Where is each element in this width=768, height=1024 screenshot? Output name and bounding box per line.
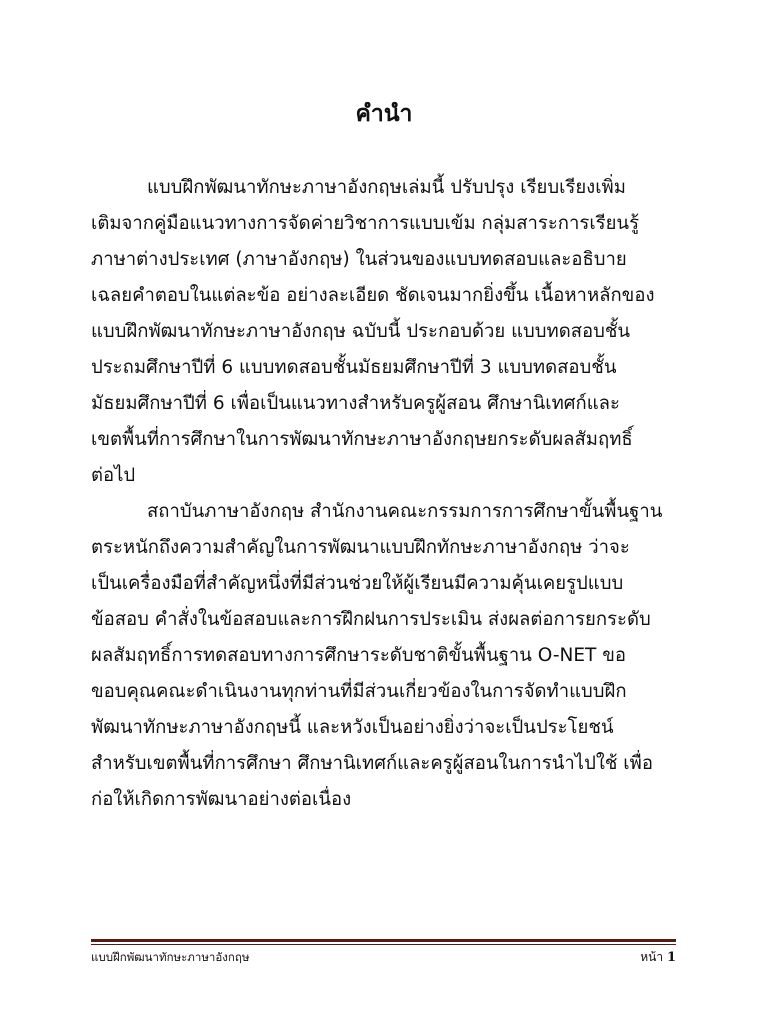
footer-book-title: แบบฝึกพัฒนาทักษะภาษาอังกฤษ [91,950,250,964]
page-title: คำนำ [355,101,413,127]
paragraph-line: ประถมศึกษาปีที่ 6 แบบทดสอบชั้นมัธยมศึกษาปีที่ 3 แบบทดสอบชั้น [91,357,617,378]
footer-divider-thick [91,939,676,942]
paragraph-line: ขอบคุณคณะดำเนินงานทุกท่านที่มีส่วนเกี่ยวข้องในการจัดทำแบบฝึก [91,681,627,702]
paragraph-line: แบบฝึกพัฒนาทักษะภาษาอังกฤษ ฉบับนี้ ประกอบด้วย แบบทดสอบชั้น [91,321,631,342]
paragraph-line: เติมจากคู่มือแนวทางการจัดค่ายวิชาการแบบเข้ม กลุ่มสาระการเรียนรู้ [91,213,640,234]
paragraph-line: ตระหนักถึงความสำคัญในการพัฒนาแบบฝึกทักษะภาษาอังกฤษ ว่าจะ [91,537,630,558]
paragraph-line: ผลสัมฤทธิ์การทดสอบทางการศึกษาระดับชาติขั้นพื้นฐาน O-NET ขอ [91,645,626,666]
paragraph-line: เขตพื้นที่การศึกษาในการพัฒนาทักษะภาษาอังกฤษยกระดับผลสัมฤทธิ์ [91,429,633,450]
paragraph-line: พัฒนาทักษะภาษาอังกฤษนี้ และหวังเป็นอย่างยิ่งว่าจะเป็นประโยชน์ [91,717,614,738]
paragraph-line: สำหรับเขตพื้นที่การศึกษา ศึกษานิเทศก์และครูผู้สอนในการนำไปใช้ เพื่อ [91,753,653,774]
paragraph-line: ภาษาต่างประเทศ (ภาษาอังกฤษ) ในส่วนของแบบทดสอบและอธิบาย [91,249,627,270]
page-label: หน้า [640,950,664,964]
paragraph-line: ก่อให้เกิดการพัฒนาอย่างต่อเนื่อง [91,789,352,810]
paragraph-line: ต่อไป [91,465,136,486]
paragraph-line: ข้อสอบ คำสั่งในข้อสอบและการฝึกฝนการประเมิน ส่งผลต่อการยกระดับ [91,609,651,630]
paragraph-line: เป็นเครื่องมือที่สำคัญหนึ่งที่มีส่วนช่วยให้ผู้เรียนมีความคุ้นเคยรูปแบบ [91,573,624,594]
page-number: 1 [666,950,676,965]
footer-page-number [640,948,676,967]
paragraph-line: สถาบันภาษาอังกฤษ สำนักงานคณะกรรมการการศึกษาขั้นพื้นฐาน [147,501,663,522]
body-text [91,170,681,818]
paragraph-line: เฉลยคำตอบในแต่ละข้อ อย่างละเอียด ชัดเจนมากยิ่งขึ้น เนื้อหาหลักของ [91,285,655,306]
paragraph-line: มัธยมศึกษาปีที่ 6 เพื่อเป็นแนวทางสำหรับครูผู้สอน ศึกษานิเทศก์และ [91,393,620,414]
footer-divider-thin [91,944,676,945]
paragraph-line: แบบฝึกพัฒนาทักษะภาษาอังกฤษเล่มนี้ ปรับปรุง เรียบเรียงเพิ่ม [147,177,626,198]
